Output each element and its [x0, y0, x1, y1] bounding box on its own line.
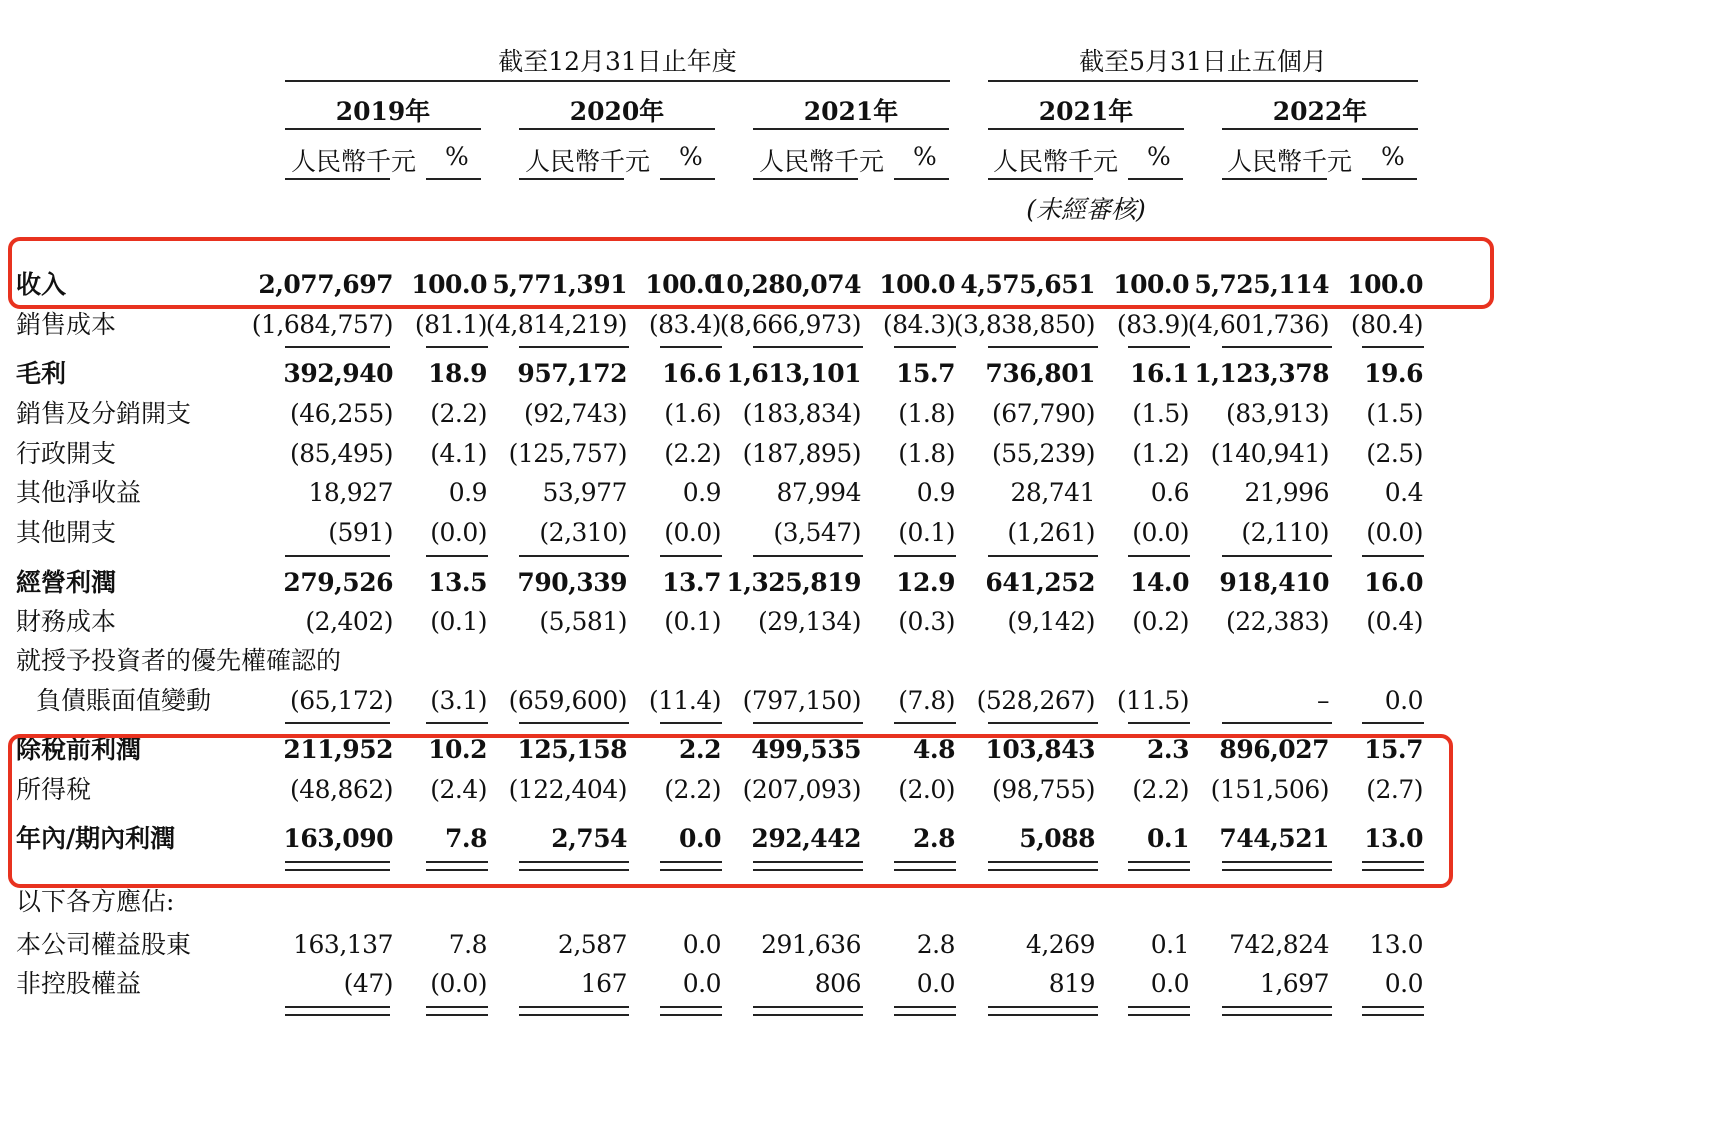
total-double-rule: [426, 1006, 488, 1016]
percent-cell: (0.0): [664, 518, 721, 547]
amount-cell: 1,697: [1259, 969, 1329, 998]
unit-amount: 人民幣千元: [993, 147, 1119, 176]
percent-cell: (80.4): [1350, 310, 1423, 339]
percent-cell: (1.5): [1366, 399, 1423, 428]
amount-cell: (3,547): [773, 518, 861, 547]
percent-cell: 4.8: [913, 735, 955, 764]
amount-cell: (140,941): [1210, 439, 1329, 468]
subtotal-rule: [894, 346, 956, 348]
percent-cell: 100.0: [1347, 270, 1423, 299]
table-row: [0, 434, 1710, 474]
percent-cell: 14.0: [1130, 568, 1189, 597]
percent-cell: 10.2: [428, 735, 487, 764]
amount-cell: 392,940: [283, 359, 393, 388]
percent-cell: (1.6): [664, 399, 721, 428]
amount-cell: (1,261): [1007, 518, 1095, 547]
percent-cell: 0.0: [1384, 969, 1423, 998]
percent-cell: 7.8: [448, 930, 487, 959]
percent-cell: (2.4): [430, 775, 487, 804]
amount-cell: (5,581): [539, 607, 627, 636]
unit-rule: [660, 178, 715, 180]
table-row: [0, 925, 1710, 965]
amount-cell: 291,636: [761, 930, 861, 959]
percent-cell: 13.0: [1364, 824, 1423, 853]
highlight-box-profit: [8, 734, 1453, 888]
percent-cell: (83.4): [648, 310, 721, 339]
amount-cell: 87,994: [776, 478, 861, 507]
percent-cell: 15.7: [896, 359, 955, 388]
amount-cell: 4,575,651: [960, 270, 1095, 299]
table-row: [0, 305, 1710, 345]
row-label: 毛利: [16, 359, 67, 388]
percent-cell: 2.3: [1147, 735, 1189, 764]
amount-cell: (2,310): [539, 518, 627, 547]
amount-cell: 292,442: [751, 824, 861, 853]
total-double-rule: [1128, 1006, 1190, 1016]
amount-cell: 2,754: [551, 824, 627, 853]
table-row: [0, 394, 1710, 434]
subtotal-rule: [426, 555, 488, 557]
percent-cell: (4.1): [430, 439, 487, 468]
amount-cell: 103,843: [985, 735, 1095, 764]
percent-cell: (1.8): [898, 439, 955, 468]
total-double-rule: [1362, 1006, 1424, 1016]
percent-cell: 2.2: [679, 735, 721, 764]
percent-cell: 0.0: [682, 969, 721, 998]
table-row: [0, 882, 1710, 922]
row-label: 就授予投資者的優先權確認的: [16, 646, 342, 675]
unit-rule: [1222, 178, 1327, 180]
percent-cell: 13.7: [662, 568, 721, 597]
amount-cell: 5,088: [1019, 824, 1095, 853]
header-year-2020: 2020年: [569, 97, 665, 126]
percent-cell: (0.4): [1366, 607, 1423, 636]
amount-cell: (9,142): [1007, 607, 1095, 636]
percent-cell: 16.6: [662, 359, 721, 388]
header-year-2021-5m: 2021年: [1038, 97, 1134, 126]
header-group-five-months: 截至5月31日止五個月: [1079, 47, 1327, 76]
amount-cell: 1,123,378: [1194, 359, 1329, 388]
amount-cell: 957,172: [517, 359, 627, 388]
amount-cell: (85,495): [290, 439, 393, 468]
amount-cell: 4,269: [1025, 930, 1095, 959]
percent-cell: (1.8): [898, 399, 955, 428]
percent-cell: 0.1: [1147, 824, 1189, 853]
unit-pct: %: [913, 142, 937, 171]
total-double-rule: [285, 1006, 390, 1016]
amount-cell: (528,267): [976, 686, 1095, 715]
amount-cell: (187,895): [742, 439, 861, 468]
amount-cell: (83,913): [1226, 399, 1329, 428]
amount-cell: 896,027: [1219, 735, 1329, 764]
unit-amount: 人民幣千元: [291, 147, 417, 176]
percent-cell: 19.6: [1364, 359, 1423, 388]
percent-cell: (11.4): [648, 686, 721, 715]
table-row: [0, 354, 1710, 394]
percent-cell: 0.6: [1150, 478, 1189, 507]
percent-cell: (11.5): [1116, 686, 1189, 715]
total-double-rule: [660, 1006, 722, 1016]
amount-cell: 5,725,114: [1194, 270, 1329, 299]
unit-rule: [1362, 178, 1417, 180]
subtotal-rule: [1222, 722, 1332, 724]
amount-cell: (98,755): [992, 775, 1095, 804]
amount-cell: (2,402): [305, 607, 393, 636]
header-rule-five-months: [988, 80, 1418, 82]
header-year-2021: 2021年: [803, 97, 899, 126]
row-label: 非控股權益: [16, 969, 142, 998]
amount-cell: (4,814,219): [485, 310, 627, 339]
unit-rule: [753, 178, 858, 180]
subtotal-rule: [988, 346, 1098, 348]
amount-cell: (65,172): [290, 686, 393, 715]
subtotal-rule: [988, 555, 1098, 557]
amount-cell: 806: [814, 969, 861, 998]
percent-cell: 0.4: [1384, 478, 1423, 507]
year-rule: [285, 128, 481, 130]
amount-cell: (48,862): [290, 775, 393, 804]
subtotal-rule: [519, 346, 629, 348]
amount-cell: 819: [1048, 969, 1095, 998]
row-label: 以下各方應佔:: [16, 887, 175, 916]
amount-cell: 2,587: [557, 930, 627, 959]
subtotal-rule: [1362, 555, 1424, 557]
amount-cell: 641,252: [985, 568, 1095, 597]
header-year-2022-5m: 2022年: [1272, 97, 1368, 126]
unit-pct: %: [1147, 142, 1171, 171]
subtotal-rule: [285, 555, 390, 557]
unit-amount: 人民幣千元: [759, 147, 885, 176]
amount-cell: 21,996: [1244, 478, 1329, 507]
percent-cell: 0.9: [916, 478, 955, 507]
year-rule: [519, 128, 715, 130]
table-row: [0, 641, 1710, 681]
percent-cell: 7.8: [445, 824, 487, 853]
percent-cell: 13.5: [428, 568, 487, 597]
header-year-2019: 2019年: [335, 97, 431, 126]
percent-cell: (84.3): [882, 310, 955, 339]
percent-cell: (2.7): [1366, 775, 1423, 804]
row-label: 行政開支: [16, 439, 117, 468]
percent-cell: (0.1): [664, 607, 721, 636]
total-double-rule: [988, 1006, 1098, 1016]
percent-cell: (7.8): [898, 686, 955, 715]
percent-cell: (1.2): [1132, 439, 1189, 468]
amount-cell: 163,090: [283, 824, 393, 853]
percent-cell: 0.0: [1384, 686, 1423, 715]
amount-cell: (591): [328, 518, 393, 547]
unit-rule: [426, 178, 481, 180]
total-double-rule: [519, 1006, 629, 1016]
total-double-rule: [1222, 1006, 1332, 1016]
percent-cell: 13.0: [1369, 930, 1423, 959]
amount-cell: (92,743): [524, 399, 627, 428]
percent-cell: 0.0: [1150, 969, 1189, 998]
table-row: [0, 513, 1710, 553]
amount-cell: (55,239): [992, 439, 1095, 468]
amount-cell: 5,771,391: [492, 270, 627, 299]
table-row: [0, 563, 1710, 603]
row-label: 經營利潤: [16, 568, 117, 597]
unit-pct: %: [1381, 142, 1405, 171]
row-label: 銷售成本: [16, 310, 117, 339]
amount-cell: 53,977: [542, 478, 627, 507]
row-label: 收入: [16, 270, 67, 299]
percent-cell: 0.1: [1150, 930, 1189, 959]
amount-cell: –: [1317, 686, 1329, 715]
amount-cell: (1,684,757): [251, 310, 393, 339]
subtotal-rule: [1128, 722, 1190, 724]
percent-cell: (2.2): [430, 399, 487, 428]
amount-cell: 10,280,074: [709, 270, 861, 299]
table-row: [0, 473, 1710, 513]
amount-cell: 918,410: [1219, 568, 1329, 597]
unaudited-note: (未經審核): [1026, 195, 1146, 224]
highlight-box-revenue: [8, 237, 1494, 309]
percent-cell: 2.8: [913, 824, 955, 853]
amount-cell: 744,521: [1219, 824, 1329, 853]
percent-cell: (81.1): [414, 310, 487, 339]
amount-cell: (29,134): [758, 607, 861, 636]
amount-cell: (125,757): [508, 439, 627, 468]
percent-cell: 100.0: [1113, 270, 1189, 299]
unit-pct: %: [445, 142, 469, 171]
percent-cell: (0.0): [1366, 518, 1423, 547]
subtotal-rule: [285, 722, 390, 724]
unit-rule: [894, 178, 949, 180]
subtotal-rule: [285, 346, 390, 348]
amount-cell: 125,158: [517, 735, 627, 764]
subtotal-rule: [894, 555, 956, 557]
percent-cell: (0.0): [430, 518, 487, 547]
amount-cell: 1,613,101: [726, 359, 861, 388]
subtotal-rule: [1222, 555, 1332, 557]
percent-cell: (83.9): [1116, 310, 1189, 339]
percent-cell: 0.0: [679, 824, 721, 853]
subtotal-rule: [753, 346, 863, 348]
percent-cell: 15.7: [1364, 735, 1423, 764]
unit-pct: %: [679, 142, 703, 171]
percent-cell: (0.3): [898, 607, 955, 636]
percent-cell: (0.2): [1132, 607, 1189, 636]
subtotal-rule: [426, 346, 488, 348]
header-group-full-year: 截至12月31日止年度: [498, 47, 737, 76]
amount-cell: (47): [343, 969, 393, 998]
amount-cell: (3,838,850): [953, 310, 1095, 339]
percent-cell: (1.5): [1132, 399, 1189, 428]
subtotal-rule: [753, 555, 863, 557]
percent-cell: 12.9: [896, 568, 955, 597]
amount-cell: 167: [580, 969, 627, 998]
amount-cell: (183,834): [742, 399, 861, 428]
amount-cell: 28,741: [1010, 478, 1095, 507]
amount-cell: 163,137: [293, 930, 393, 959]
amount-cell: (67,790): [992, 399, 1095, 428]
percent-cell: 0.0: [682, 930, 721, 959]
amount-cell: (122,404): [508, 775, 627, 804]
amount-cell: (207,093): [742, 775, 861, 804]
unit-amount: 人民幣千元: [1227, 147, 1353, 176]
amount-cell: (46,255): [290, 399, 393, 428]
percent-cell: (0.1): [898, 518, 955, 547]
unit-rule: [285, 178, 390, 180]
amount-cell: 736,801: [985, 359, 1095, 388]
amount-cell: 18,927: [308, 478, 393, 507]
amount-cell: 499,535: [751, 735, 861, 764]
table-row: [0, 602, 1710, 642]
subtotal-rule: [753, 722, 863, 724]
row-label: 其他淨收益: [16, 478, 142, 507]
row-label: 除稅前利潤: [16, 735, 142, 764]
amount-cell: 790,339: [517, 568, 627, 597]
year-rule: [1222, 128, 1418, 130]
percent-cell: 100.0: [879, 270, 955, 299]
percent-cell: (2.0): [898, 775, 955, 804]
percent-cell: 0.0: [916, 969, 955, 998]
amount-cell: (659,600): [508, 686, 627, 715]
header-rule-full-year: [285, 80, 950, 82]
subtotal-rule: [660, 722, 722, 724]
amount-cell: 2,077,697: [258, 270, 393, 299]
percent-cell: (0.1): [430, 607, 487, 636]
year-rule: [753, 128, 949, 130]
unit-rule: [519, 178, 624, 180]
percent-cell: 100.0: [411, 270, 487, 299]
amount-cell: 211,952: [283, 735, 393, 764]
subtotal-rule: [1128, 346, 1190, 348]
amount-cell: 279,526: [283, 568, 393, 597]
percent-cell: 2.8: [916, 930, 955, 959]
amount-cell: (8,666,973): [719, 310, 861, 339]
percent-cell: 16.1: [1130, 359, 1189, 388]
percent-cell: (0.0): [430, 969, 487, 998]
row-label: 財務成本: [16, 607, 117, 636]
percent-cell: 100.0: [645, 270, 721, 299]
row-label: 負債賬面值變動: [36, 686, 212, 715]
percent-cell: (3.1): [430, 686, 487, 715]
amount-cell: (797,150): [742, 686, 861, 715]
percent-cell: 0.9: [448, 478, 487, 507]
amount-cell: (151,506): [1210, 775, 1329, 804]
total-double-rule: [753, 1006, 863, 1016]
percent-cell: (2.5): [1366, 439, 1423, 468]
year-rule: [988, 128, 1184, 130]
table-row: [0, 681, 1710, 721]
amount-cell: (2,110): [1241, 518, 1329, 547]
row-label: 年內/期內利潤: [16, 824, 176, 853]
table-row: [0, 964, 1710, 1004]
percent-cell: (0.0): [1132, 518, 1189, 547]
subtotal-rule: [1222, 346, 1332, 348]
subtotal-rule: [519, 722, 629, 724]
subtotal-rule: [519, 555, 629, 557]
percent-cell: 16.0: [1364, 568, 1423, 597]
subtotal-rule: [1128, 555, 1190, 557]
subtotal-rule: [660, 555, 722, 557]
unit-rule: [1128, 178, 1183, 180]
percent-cell: (2.2): [1132, 775, 1189, 804]
percent-cell: (2.2): [664, 439, 721, 468]
total-double-rule: [894, 1006, 956, 1016]
percent-cell: 18.9: [428, 359, 487, 388]
amount-cell: 1,325,819: [726, 568, 861, 597]
subtotal-rule: [1362, 346, 1424, 348]
subtotal-rule: [894, 722, 956, 724]
subtotal-rule: [426, 722, 488, 724]
subtotal-rule: [1362, 722, 1424, 724]
unit-rule: [988, 178, 1093, 180]
subtotal-rule: [988, 722, 1098, 724]
unit-amount: 人民幣千元: [525, 147, 651, 176]
row-label: 本公司權益股東: [16, 930, 192, 959]
row-label: 所得稅: [16, 775, 92, 804]
amount-cell: (22,383): [1226, 607, 1329, 636]
row-label: 銷售及分銷開支: [16, 399, 192, 428]
row-label: 其他開支: [16, 518, 117, 547]
amount-cell: 742,824: [1229, 930, 1329, 959]
subtotal-rule: [660, 346, 722, 348]
amount-cell: (4,601,736): [1187, 310, 1329, 339]
percent-cell: (2.2): [664, 775, 721, 804]
percent-cell: 0.9: [682, 478, 721, 507]
